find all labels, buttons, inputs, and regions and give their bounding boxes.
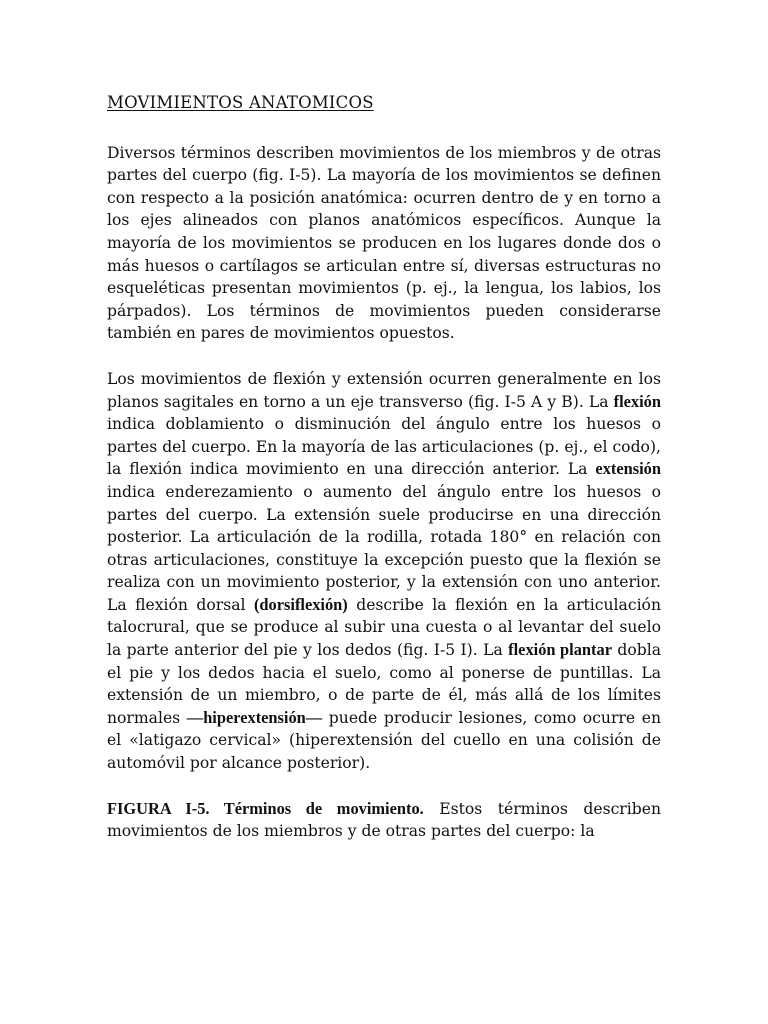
term-dorsiflexion: (dorsiflexión): [253, 594, 348, 614]
term-flexion-plantar: flexión plantar: [508, 640, 612, 660]
paragraph-text: dobla el pie y los dedos hacia el suelo, como al ponerse de puntillas. La extensión de un miembro, o de parte de él, más allá de los límites normales: [107, 641, 662, 727]
figure-caption: [107, 798, 661, 843]
term-flexion: flexión: [613, 391, 661, 411]
paragraph-text: puede producir lesiones, como ocurre en el «latigazo cervical» (hiperextensión del cuello en una colisión de automóvil por alcance posterior).: [107, 708, 661, 773]
document-page: [107, 92, 661, 866]
paragraph-text: indica enderezamiento o aumento del ángulo entre los huesos o partes del cuerpo. La extensión suele producirse en una dirección posterior. La articulación de la rodilla, rotada 180° en relación con otras articulaciones, constituye la excepción puesto que la flexión se realiza con un movimiento posterior, y la extensión con uno anterior. La flexión dorsal: [107, 482, 661, 614]
term-hiperextension: —hiperextensión—: [186, 707, 323, 727]
paragraph-text: indica doblamiento o disminución del ángulo entre los huesos o partes del cuerpo. En la mayoría de las articulaciones (p. ej., el codo), la flexión indica movimiento en una dirección anterior. La: [107, 415, 661, 479]
paragraph-text: describe la flexión en la articulación talocrural, que se produce al subir una cuesta o al levantar del suelo la parte anterior del pie y los dedos (fig. I-5 I). La: [107, 595, 661, 660]
figure-label: FIGURA I-5. Términos de movimiento.: [107, 798, 424, 818]
figure-caption-text: Estos términos describen movimientos de los miembros y de otras partes del cuerpo: la: [107, 799, 662, 841]
term-extension: extensión: [595, 459, 661, 479]
paragraph-flexion-extension: [107, 368, 661, 775]
paragraph-text: Diversos términos describen movimientos de los miembros y de otras partes del cuerpo (fig. I-5). La mayoría de los movimientos se definen con respecto a la posición anatómica: ocurren dentro de y en torno a los ejes alineados con planos anatómicos específicos. Aunque la mayoría de los movimientos se producen en los lugares donde dos o más huesos o cartílagos se articulan entre sí, diversas estructuras no esqueléticas presentan movimientos (p. ej., la lengua, los labios, los párpados). Los términos de movimientos pueden considerarse también en pares de movimientos opuestos.: [107, 143, 661, 343]
paragraph-text: Los movimientos de flexión y extensión ocurren generalmente en los planos sagitales en torno a un eje transverso (fig. I-5 A y B). La: [107, 369, 661, 411]
document-title: MOVIMIENTOS ANATOMICOS: [107, 93, 374, 112]
paragraph-intro: [107, 142, 661, 345]
